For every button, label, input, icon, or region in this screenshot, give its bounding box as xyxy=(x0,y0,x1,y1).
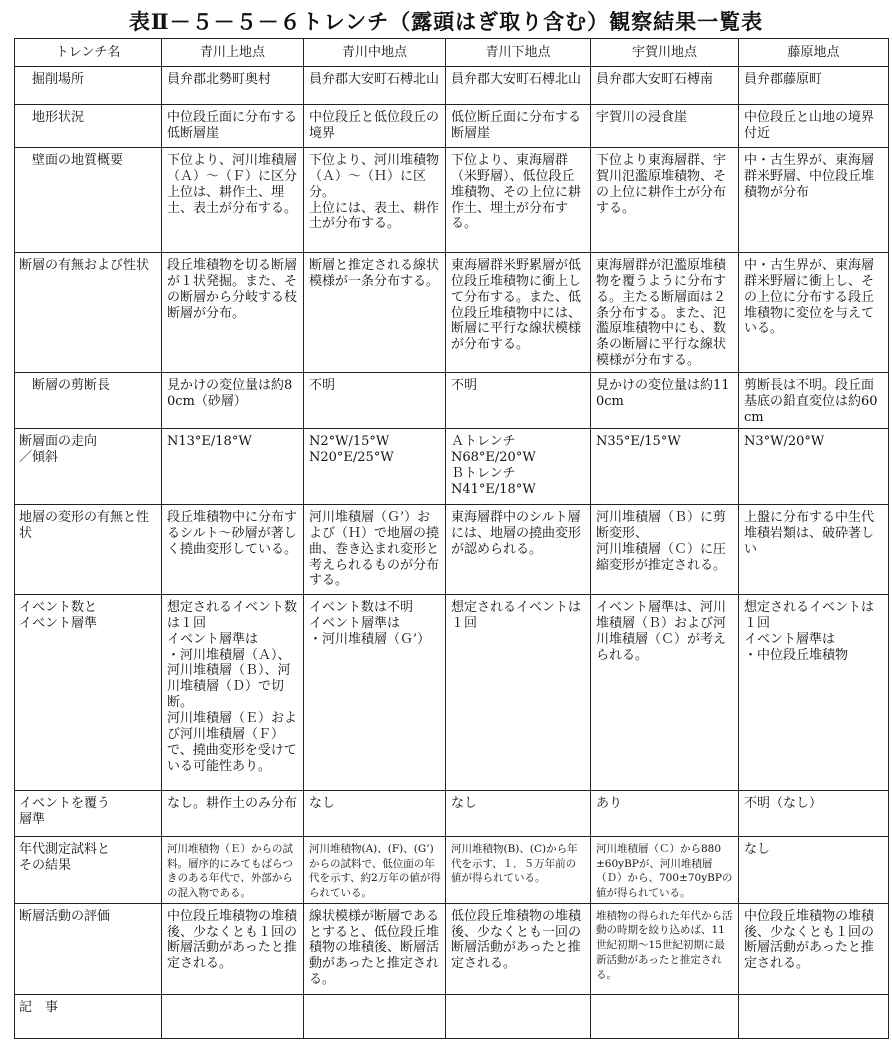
table-cell: 東海層群米野累層が低位段丘堆積物に衝上して分布する。また、低位段丘堆積物中には、断層に平行な線状模様が分布する。 xyxy=(446,253,591,373)
table-row xyxy=(15,67,889,105)
table-cell: あり xyxy=(591,791,739,837)
column-header: トレンチ名 xyxy=(15,39,162,67)
header-row xyxy=(15,39,889,67)
table-cell xyxy=(304,994,446,1038)
table-cell: 上盤に分布する中生代堆積岩類は、破砕著しい xyxy=(739,505,889,595)
table-row xyxy=(15,505,889,595)
table-row xyxy=(15,148,889,253)
table-cell: 東海層群が氾濫原堆積物を覆うように分布する。主たる断層面は２条分布する。また、氾濫原堆積物中にも、数条の断層に平行な線状模様が分布する。 xyxy=(591,253,739,373)
table-cell: 線状模様が断層であるとすると、低位段丘堆積物の堆積後、断層活動があったと推定される。 xyxy=(304,903,446,994)
table-cell: 員弁郡大安町石榑北山 xyxy=(304,67,446,105)
table-cell: 員弁郡藤原町 xyxy=(739,67,889,105)
table-cell: なし xyxy=(739,837,889,904)
observation-table xyxy=(14,38,889,1039)
table-cell: なし xyxy=(446,791,591,837)
table-row xyxy=(15,903,889,994)
table-row xyxy=(15,373,889,429)
table-cell: 下位より、河川堆積物（Ａ）～（Ｈ）に区分。 上位には、表土、耕作土が分布する。 xyxy=(304,148,446,253)
table-cell: 中位段丘面に分布する低断層崖 xyxy=(162,105,304,148)
table-cell: N3°W/20°W xyxy=(739,429,889,505)
table-cell: 断層と推定される線状模様が一条分布する。 xyxy=(304,253,446,373)
table-cell: イベント数は不明 イベント層準は ・河川堆積層（Ｇ’） xyxy=(304,595,446,791)
table-cell: 員弁郡大安町石榑南 xyxy=(591,67,739,105)
table-cell: 下位より東海層群、宇賀川氾濫原堆積物、その上位に耕作土が分布する。 xyxy=(591,148,739,253)
table-cell: 低位段丘堆積物の堆積後、少なくとも一回の断層活動があったと推定される。 xyxy=(446,903,591,994)
table-cell: 下位より、東海層群（米野層）、低位段丘堆積物、その上位に耕作土、埋土が分布する。 xyxy=(446,148,591,253)
table-row xyxy=(15,994,889,1038)
table-cell: N35°E/15°W xyxy=(591,429,739,505)
table-cell xyxy=(446,994,591,1038)
table-cell: 堆積物の得られた年代から活動の時期を絞り込めば、11世紀初期～15世紀初期に最新活動があったと推定される。 xyxy=(591,903,739,994)
table-cell: 宇賀川の浸食崖 xyxy=(591,105,739,148)
row-label: 壁面の地質概要 xyxy=(15,148,162,253)
column-header: 青川中地点 xyxy=(304,39,446,67)
column-header: 青川上地点 xyxy=(162,39,304,67)
table-cell: 中位段丘堆積物の堆積後、少なくとも１回の断層活動があったと推定される。 xyxy=(739,903,889,994)
table-cell: 員弁郡大安町石榑北山 xyxy=(446,67,591,105)
table-cell xyxy=(739,994,889,1038)
table-row xyxy=(15,837,889,904)
row-label: 地層の変形の有無と性状 xyxy=(15,505,162,595)
column-header: 宇賀川地点 xyxy=(591,39,739,67)
table-cell: 東海層群中のシルト層には、地層の撓曲変形が認められる。 xyxy=(446,505,591,595)
table-cell: 段丘堆積物中に分布するシルト～砂層が著しく撓曲変形している。 xyxy=(162,505,304,595)
column-header: 藤原地点 xyxy=(739,39,889,67)
table-cell: 員弁郡北勢町奥村 xyxy=(162,67,304,105)
row-label: 年代測定試料と その結果 xyxy=(15,837,162,904)
table-title: 表Ⅱ－５－５－６トレンチ（露頭はぎ取り含む）観察結果一覧表 xyxy=(128,9,764,34)
table-row xyxy=(15,429,889,505)
table-cell: なし xyxy=(304,791,446,837)
row-label: 断層面の走向 ／傾斜 xyxy=(15,429,162,505)
table-cell: Ａトレンチ N68°E/20°W Ｂトレンチ N41°E/18°W xyxy=(446,429,591,505)
table-cell: 中位段丘堆積物の堆積後、少なくとも１回の断層活動があったと推定される。 xyxy=(162,903,304,994)
row-label: 断層の剪断長 xyxy=(15,373,162,429)
table-cell: 見かけの変位量は約110cm xyxy=(591,373,739,429)
table-cell: なし。耕作土のみ分布 xyxy=(162,791,304,837)
table-cell: 段丘堆積物を切る断層が１状発掘。また、その断層から分岐する枝断層が分布。 xyxy=(162,253,304,373)
table-cell: 中・古生界が、東海層群米野層に衝上し、その上位に分布する段丘堆積物に変位を与えている。 xyxy=(739,253,889,373)
table-cell: 想定されるイベントは１回 xyxy=(446,595,591,791)
table-cell: 下位より、河川堆積層（Ａ）～（Ｆ）に区分 上位は、耕作土、埋土、表土が分布する。 xyxy=(162,148,304,253)
row-label: 掘削場所 xyxy=(15,67,162,105)
table-cell: 河川堆積物(B)、(C)から年代を示す、１．５万年前の値が得られている。 xyxy=(446,837,591,904)
row-label: 記 事 xyxy=(15,994,162,1038)
table-cell: 想定されるイベント数は１回 イベント層準は ・河川堆積層（Ａ）、河川堆積層（Ｂ）、河川堆積層（Ｄ）で切断。 河川堆積層（Ｅ）および河川堆積層（Ｆ）で、撓曲変形を受けている可能性あり。 xyxy=(162,595,304,791)
table-cell: 河川堆積層（Ｂ）に剪断変形、 河川堆積層（Ｃ）に圧縮変形が推定される。 xyxy=(591,505,739,595)
table-cell: 見かけの変位量は約80cm（砂層） xyxy=(162,373,304,429)
table-cell xyxy=(591,994,739,1038)
table-cell xyxy=(162,994,304,1038)
table-cell: 剪断長は不明。段丘面基底の鉛直変位は約60cm xyxy=(739,373,889,429)
table-row xyxy=(15,253,889,373)
table-cell: N13°E/18°W xyxy=(162,429,304,505)
table-cell: 不明（なし） xyxy=(739,791,889,837)
table-cell: 中位段丘と山地の境界付近 xyxy=(739,105,889,148)
row-label: 断層の有無および性状 xyxy=(15,253,162,373)
table-cell: 中位段丘と低位段丘の境界 xyxy=(304,105,446,148)
row-label: イベント数と イベント層準 xyxy=(15,595,162,791)
table-cell: イベント層準は、河川堆積層（Ｂ）および河川堆積層（Ｃ）が考えられる。 xyxy=(591,595,739,791)
table-row xyxy=(15,105,889,148)
row-label: 断層活動の評価 xyxy=(15,903,162,994)
table-row xyxy=(15,791,889,837)
column-header: 青川下地点 xyxy=(446,39,591,67)
table-cell: 河川堆積物(A)、(F)、(G’)からの試料で、低位面の年代を示す、約2万年の値が得られている。 xyxy=(304,837,446,904)
table-cell: N2°W/15°W N20°E/25°W xyxy=(304,429,446,505)
table-cell: 低位断丘面に分布する断層崖 xyxy=(446,105,591,148)
table-cell: 河川堆積層（Ｇ’）および（Ｈ）で地層の撓曲、巻き込まれ変形と考えられるものが分布する。 xyxy=(304,505,446,595)
table-cell: 河川堆積物（Ｅ）からの試料。層序的にみてもばらつきのある年代で、外部からの混入物である。 xyxy=(162,837,304,904)
table-cell: 河川堆積層（Ｃ）から880±60yBPが、河川堆積層（Ｄ）から、700±70yBPの値が得られている。 xyxy=(591,837,739,904)
table-row xyxy=(15,595,889,791)
table-cell: 想定されるイベントは１回 イベント層準は ・中位段丘堆積物 xyxy=(739,595,889,791)
table-cell: 不明 xyxy=(446,373,591,429)
table-cell: 中・古生界が、東海層群米野層、中位段丘堆積物が分布 xyxy=(739,148,889,253)
table-cell: 不明 xyxy=(304,373,446,429)
row-label: イベントを覆う 層準 xyxy=(15,791,162,837)
row-label: 地形状況 xyxy=(15,105,162,148)
